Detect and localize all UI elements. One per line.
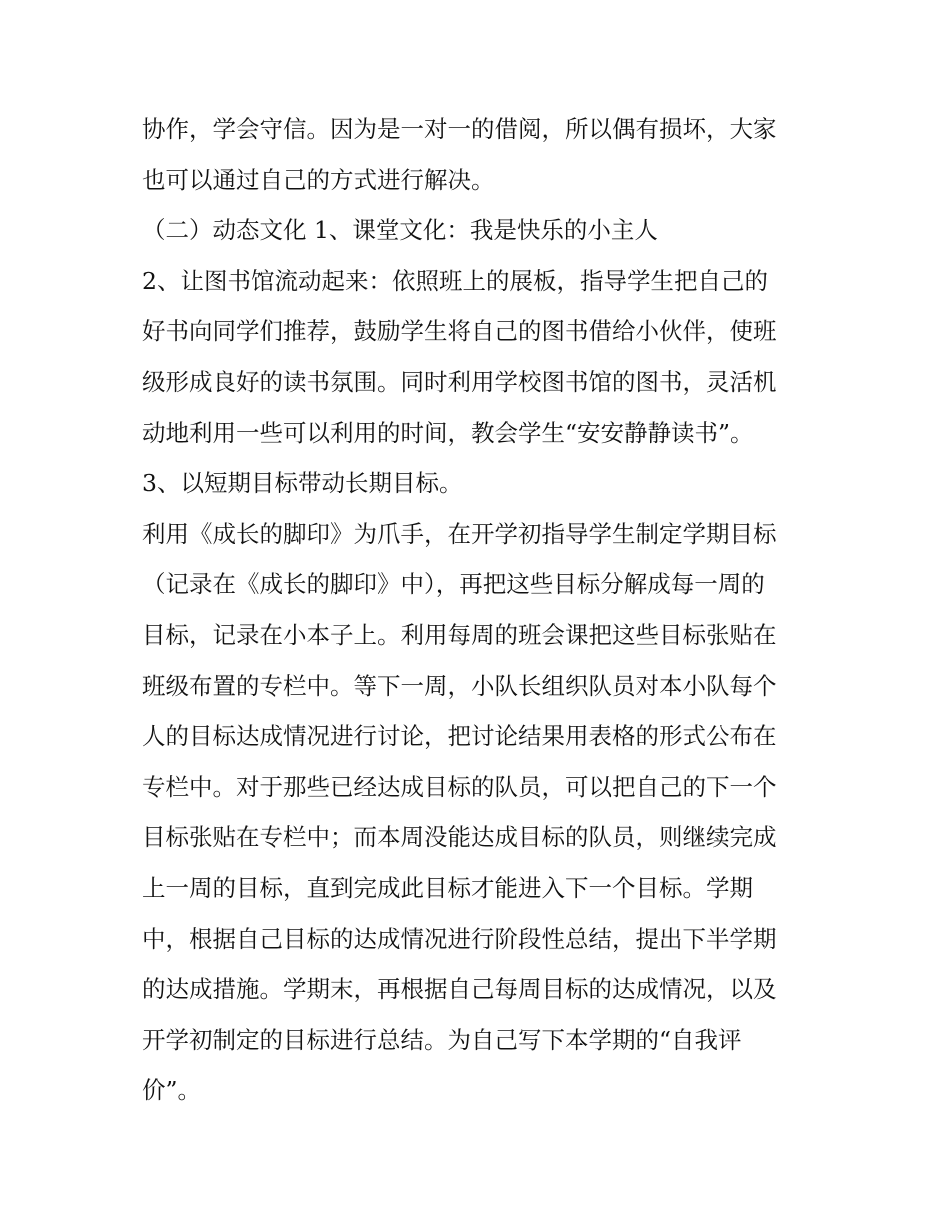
text-line: 目标张贴在专栏中；而本周没能达成目标的队员，则继续完成 xyxy=(142,823,777,852)
text-line: 价”。 xyxy=(142,1076,202,1105)
text-line: 动地利用一些可以利用的时间，教会学生“安安静静读书”。 xyxy=(142,418,754,447)
text-line: 也可以通过自己的方式进行解决。 xyxy=(142,165,495,194)
text-line: 的达成措施。学期末，再根据自己每周目标的达成情况，以及 xyxy=(142,975,777,1004)
text-line: 班级布置的专栏中。等下一周，小队长组织队员对本小队每个 xyxy=(142,671,777,700)
text-line: 人的目标达成情况进行讨论，把讨论结果用表格的形式公布在 xyxy=(142,722,777,751)
text-line: 上一周的目标，直到完成此目标才能进入下一个目标。学期 xyxy=(142,873,753,902)
text-line: （记录在《成长的脚印》中），再把这些目标分解成每一周的 xyxy=(142,570,765,599)
text-line: 2、让图书馆流动起来：依照班上的展板，指导学生把自己的 xyxy=(142,266,768,295)
section-heading: （二）动态文化 1、课堂文化：我是快乐的小主人 xyxy=(142,216,658,245)
body-text xyxy=(142,104,822,1116)
text-line: 专栏中。对于那些已经达成目标的队员，可以把自己的下一个 xyxy=(142,772,777,801)
text-line: 好书向同学们推荐，鼓励学生将自己的图书借给小伙伴，使班 xyxy=(142,317,777,346)
text-line: 3、以短期目标带动长期目标。 xyxy=(142,469,463,498)
text-line: 协作，学会守信。因为是一对一的借阅，所以偶有损坏，大家 xyxy=(142,115,777,143)
text-line: 中，根据自己目标的达成情况进行阶段性总结，提出下半学期 xyxy=(142,924,777,953)
text-line: 目标，记录在小本子上。利用每周的班会课把这些目标张贴在 xyxy=(142,620,777,649)
text-line: 开学初制定的目标进行总结。为自己写下本学期的“自我评 xyxy=(142,1025,742,1054)
text-line: 利用《成长的脚印》为爪手，在开学初指导学生制定学期目标 xyxy=(142,519,777,548)
text-line: 级形成良好的读书氛围。同时利用学校图书馆的图书，灵活机 xyxy=(142,367,777,396)
